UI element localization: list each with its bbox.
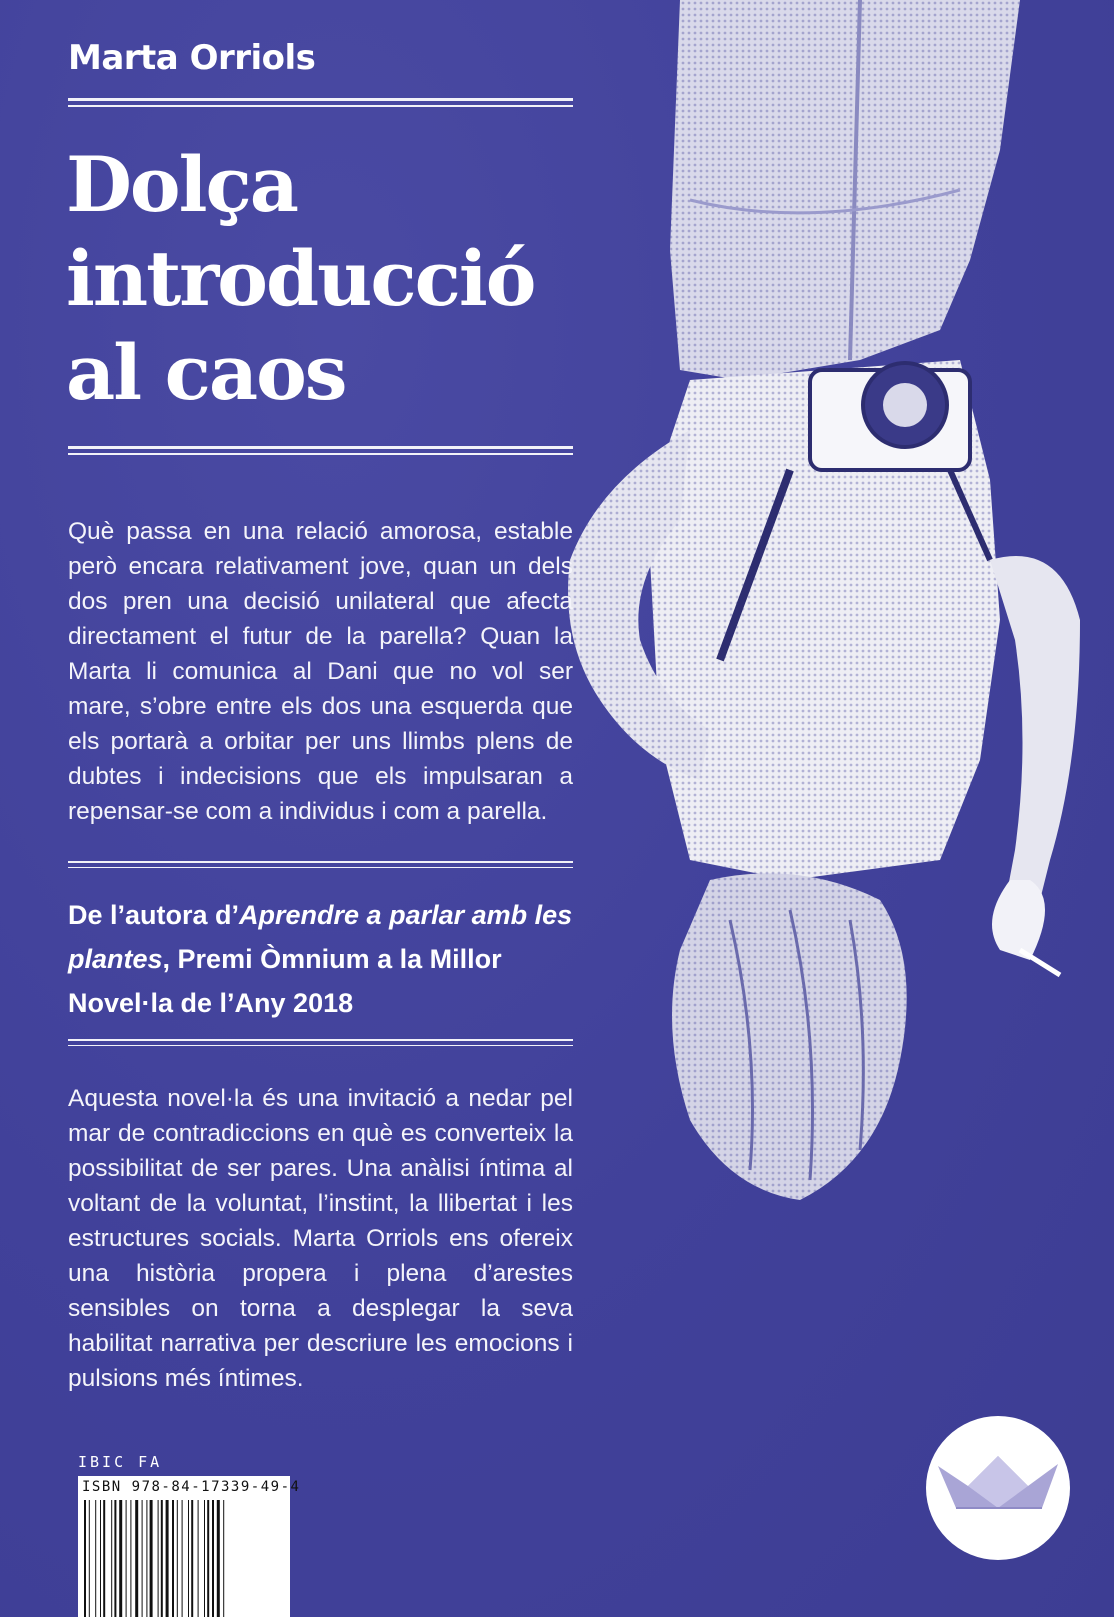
barcode-bar (158, 1500, 159, 1617)
barcode-bar (146, 1500, 147, 1617)
award-note (68, 893, 573, 1025)
barcode-bar (182, 1500, 183, 1617)
barcode-bar (100, 1500, 101, 1617)
award-prefix: De l’autora d’ (68, 900, 240, 930)
barcode-bar (166, 1500, 169, 1617)
book-title (66, 138, 586, 420)
description-paragraph: Aquesta novel·la és una invitació a nedar pel mar de contradiccions en què es converteix la possibilitat de ser pares. Una anàlisi íntima al voltant de la voluntat, l’instint, la llibertat i les estructures socials. Marta Orriols ens ofereix una història propera i plena d’arestes sensibles on torna a desplegar la seva habilitat narrativa per descriure les emocions i pulsions més íntimes. (68, 1085, 573, 1392)
barcode-bar (114, 1500, 116, 1617)
barcode-bar (204, 1500, 205, 1617)
barcode-bar (130, 1500, 131, 1617)
divider-below-title (68, 446, 573, 455)
title-line-2: introducció (66, 234, 535, 323)
divider-below-award (68, 1039, 573, 1046)
barcode-bar (207, 1500, 209, 1617)
barcode-bar (142, 1500, 143, 1617)
barcode-bar (84, 1500, 86, 1617)
barcode (78, 1476, 301, 1617)
divider-top (68, 98, 573, 107)
barcode-bar (177, 1500, 178, 1617)
title-line-3: al caos (66, 328, 346, 417)
barcode-bar (161, 1500, 163, 1617)
barcode-bar (111, 1500, 112, 1617)
divider-above-award (68, 861, 573, 868)
barcode-bar (188, 1500, 189, 1617)
barcode-bars (84, 1500, 284, 1617)
barcode-bar (223, 1500, 224, 1617)
barcode-bar (198, 1500, 199, 1617)
barcode-bar (95, 1500, 96, 1617)
isbn-number: ISBN 978-84-17339-49-4 (82, 1479, 301, 1495)
award-suffix: , Premi Òmnium a la Millor Novel·la de l’Any 2018 (68, 944, 502, 1018)
barcode-bar (172, 1500, 174, 1617)
title-line-1: Dolça (66, 140, 297, 229)
barcode-bar (191, 1500, 193, 1617)
synopsis-paragraph: Què passa en una relació amorosa, estable però encara relativament jove, quan un dels dos pren una decisió unilateral que afecta directament el futur de la parella? Quan la Marta li comunica al Dani que no vol ser mare, s’obre entre els dos una esquerda que els portarà a orbitar per uns llimbs plens de dubtes i indecisions que els impulsaran a repensar-se com a individus i com a parella. (68, 518, 573, 825)
barcode-bar (89, 1500, 90, 1617)
barcode-bar (103, 1500, 105, 1617)
previous-book-title: Aprendre a parlar amb les plantes (68, 900, 573, 974)
barcode-bar (217, 1500, 220, 1617)
barcode-bar (119, 1500, 122, 1617)
paper-boat-logo (926, 1416, 1070, 1560)
barcode-bar (150, 1500, 153, 1617)
author-name: Marta Orriols (68, 38, 316, 78)
barcode-bar (135, 1500, 138, 1617)
ibic-code: IBIC FA (78, 1453, 163, 1471)
barcode-bar (212, 1500, 214, 1617)
upside-down-woman-with-camera-illustration (560, 0, 1114, 1210)
barcode-bar (126, 1500, 127, 1617)
